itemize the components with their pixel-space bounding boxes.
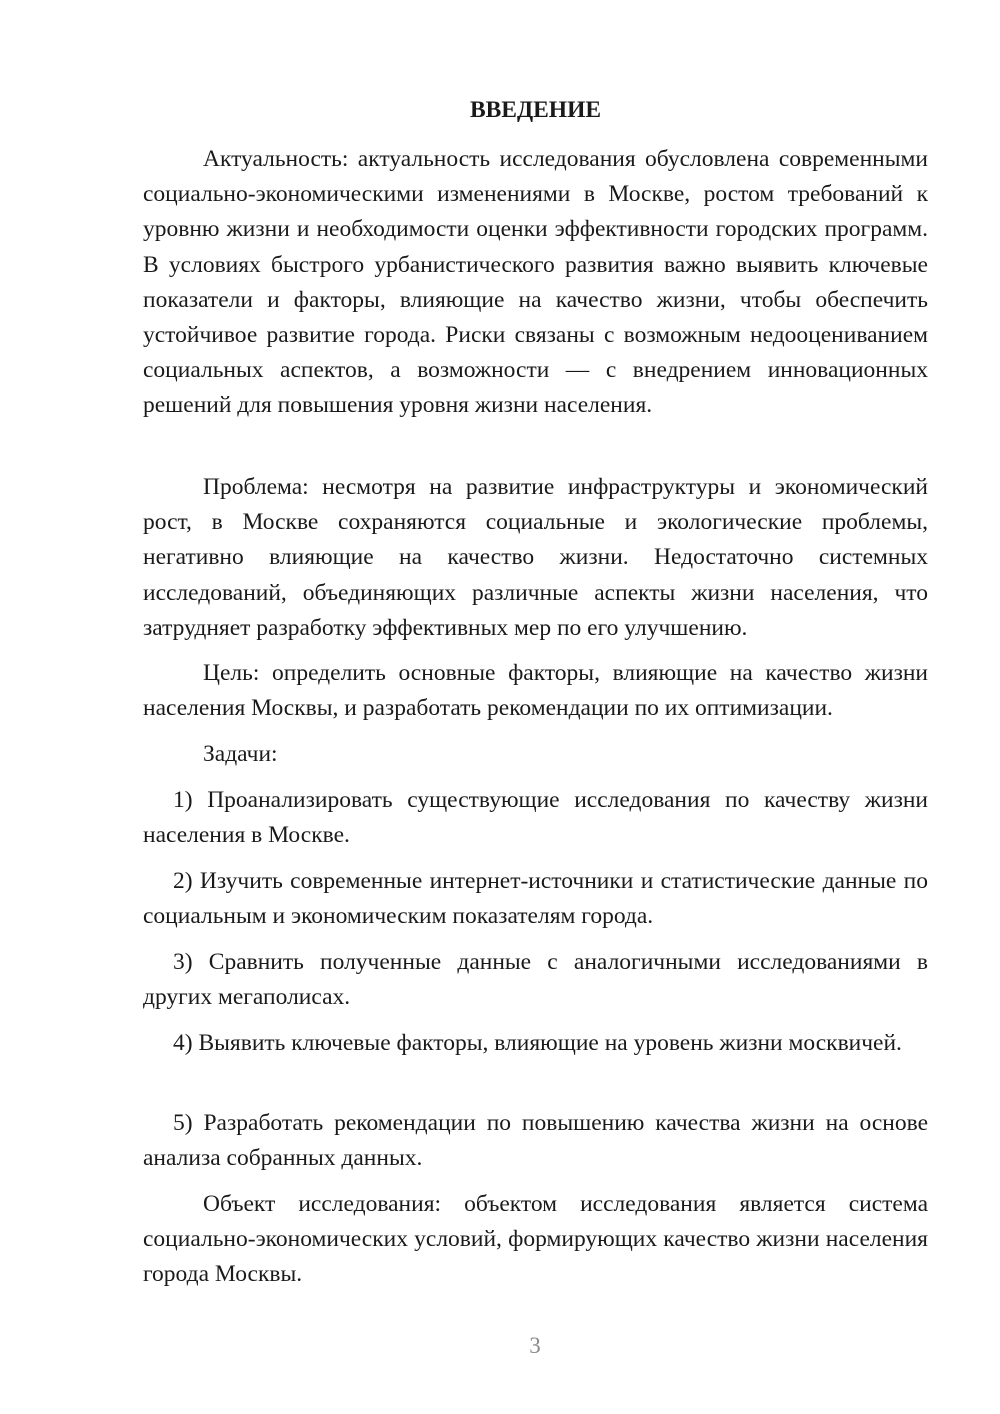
paragraph-relevance: Актуальность: актуальность исследования обусловлена современными социально-экономическими изменениями в Москве, ростом требований к уровню жизни и необходимости оценки эффективности городских программ. В условиях быстрого урбанистического развития важно выявить ключевые показатели и факторы, влияющие на качество жизни, чтобы обеспечить устойчивое развитие города. Риски связаны с возможным недооцениванием социальных аспектов, а возможности — с внедрением инновационных решений для повышения уровня жизни населения. xyxy=(143,146,928,419)
list-item-task-1: 1) Проанализировать существующие исследования по качеству жизни населения в Москве. xyxy=(143,787,928,849)
page-number: 3 xyxy=(529,1333,541,1358)
list-item-task-3: 3) Сравнить полученные данные с аналогичными исследованиями в других мегаполисах. xyxy=(143,949,928,1011)
paragraph-object: Объект исследования: объектом исследования является система социально-экономических условий, формирующих качество жизни населения города Москвы. xyxy=(143,1191,928,1288)
list-item-task-5: 5) Разработать рекомендации по повышению качества жизни на основе анализа собранных данных. xyxy=(143,1110,928,1172)
tasks-label: Задачи: xyxy=(203,741,278,767)
paragraph-goal: Цель: определить основные факторы, влияющие на качество жизни населения Москвы, и разработать рекомендации по их оптимизации. xyxy=(143,660,928,722)
list-item-task-2: 2) Изучить современные интернет-источники и статистические данные по социальным и экономическим показателям города. xyxy=(143,868,928,930)
list-item-task-4: 4) Выявить ключевые факторы, влияющие на уровень жизни москвичей. xyxy=(173,1030,902,1056)
page-title: ВВЕДЕНИЕ xyxy=(469,97,602,123)
paragraph-problem: Проблема: несмотря на развитие инфраструктуры и экономический рост, в Москве сохраняются социальные и экологические проблемы, негативно влияющие на качество жизни. Недостаточно системных исследований, объединяющих различные аспекты жизни населения, что затрудняет разработку эффективных мер по его улучшению. xyxy=(143,474,928,641)
